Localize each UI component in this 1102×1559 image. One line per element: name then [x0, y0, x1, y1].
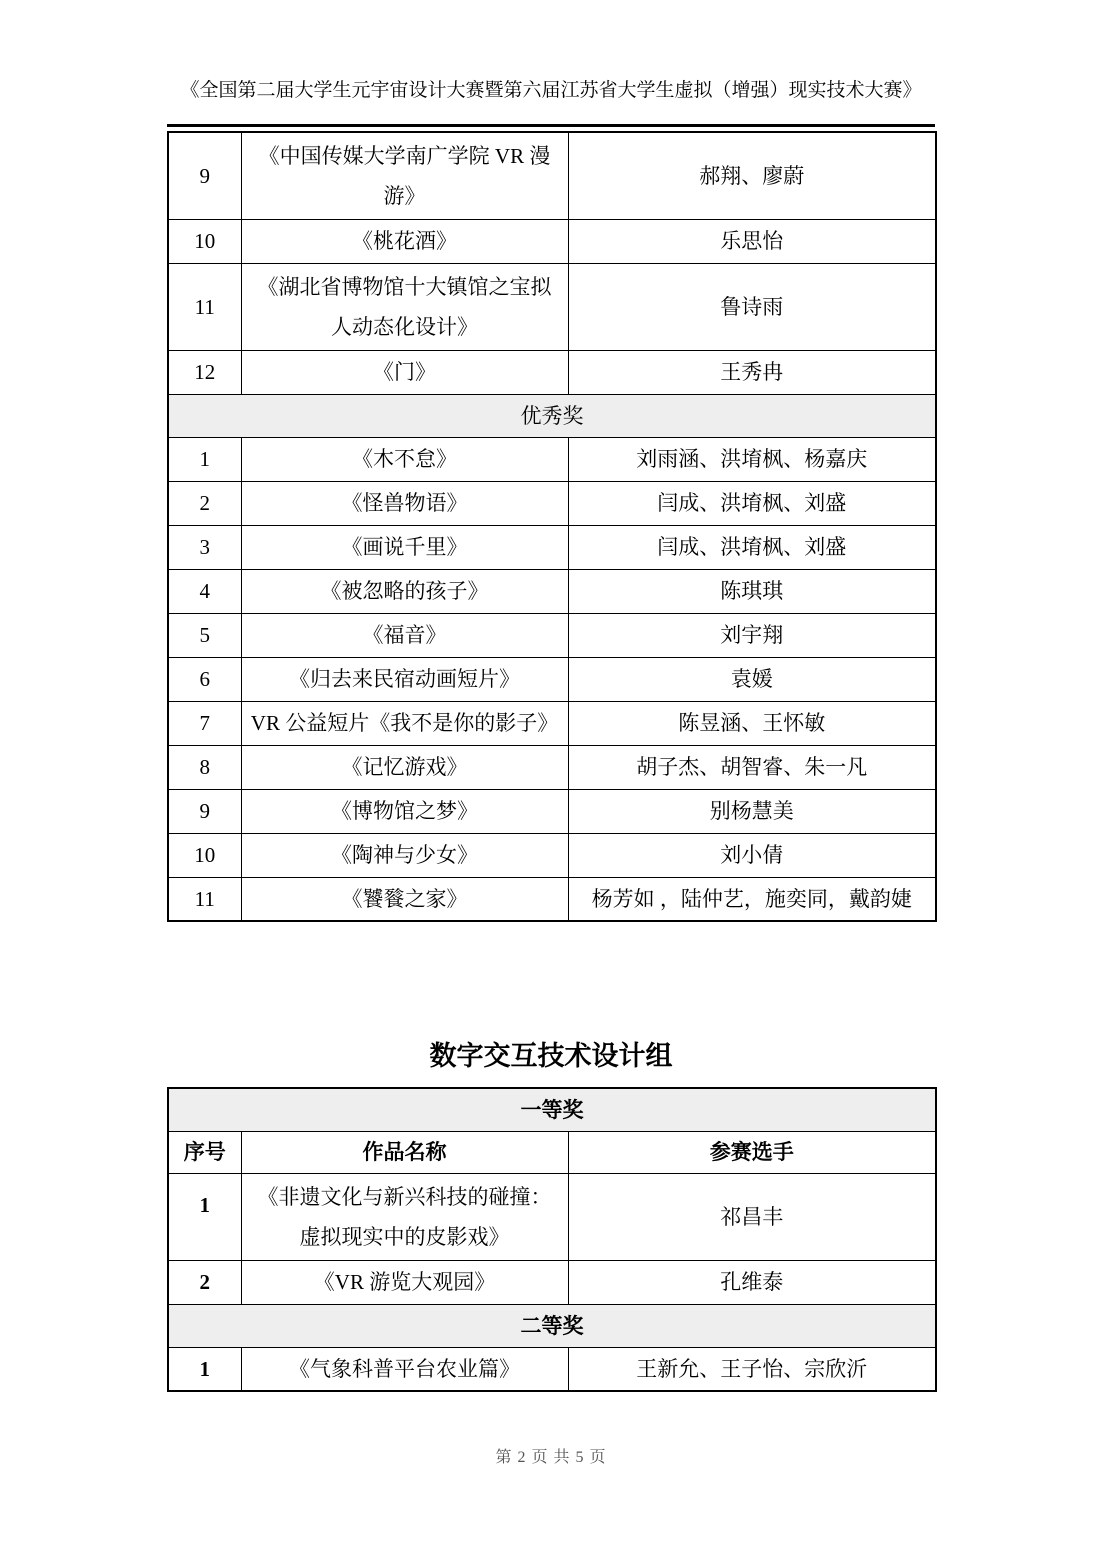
row-number-cell: 8 — [168, 745, 241, 789]
row-number-cell: 2 — [168, 481, 241, 525]
row-number-cell: 3 — [168, 525, 241, 569]
entry-row — [168, 263, 936, 350]
entry-row — [168, 437, 936, 481]
work-title-cell: 《VR 游览大观园》 — [241, 1260, 568, 1304]
column-header-row — [168, 1131, 936, 1173]
work-title-cell: 《博物馆之梦》 — [241, 789, 568, 833]
contestant-cell: 袁媛 — [568, 657, 936, 701]
award-tier-label: 二等奖 — [168, 1304, 936, 1347]
contestant-cell: 陈昱涵、王怀敏 — [568, 701, 936, 745]
work-title-cell: 《归去来民宿动画短片》 — [241, 657, 568, 701]
contestant-cell: 刘小倩 — [568, 833, 936, 877]
work-title-cell: 《记忆游戏》 — [241, 745, 568, 789]
entry-row — [168, 833, 936, 877]
contestant-cell: 陈琪琪 — [568, 569, 936, 613]
entry-row — [168, 132, 936, 219]
row-number-cell: 5 — [168, 613, 241, 657]
row-number-cell: 1 — [168, 1173, 241, 1260]
work-title-cell: 《木不怠》 — [241, 437, 568, 481]
work-title-cell: 《画说千里》 — [241, 525, 568, 569]
row-number-cell: 6 — [168, 657, 241, 701]
entry-row — [168, 219, 936, 263]
entry-row — [168, 789, 936, 833]
row-number-cell: 1 — [168, 1347, 241, 1391]
awards-table-animation-group — [167, 131, 937, 922]
award-tier-row — [168, 1088, 936, 1131]
page-header-title: 《全国第二届大学生元宇宙设计大赛暨第六届江苏省大学生虚拟（增强）现实技术大赛》 — [180, 80, 922, 101]
entry-row — [168, 613, 936, 657]
work-title-cell: 《陶神与少女》 — [241, 833, 568, 877]
row-number-cell: 1 — [168, 437, 241, 481]
work-title-cell: 《中国传媒大学南广学院 VR 漫游》 — [241, 132, 568, 219]
work-title-cell: 《饕餮之家》 — [241, 877, 568, 921]
entry-row — [168, 481, 936, 525]
contestant-cell: 杨芳如 ，陆仲艺，施奕同，戴韵婕 — [568, 877, 936, 921]
award-tier-label: 优秀奖 — [168, 394, 936, 437]
column-header-cell: 作品名称 — [241, 1131, 568, 1173]
work-title-cell: 《非遗文化与新兴科技的碰撞：虚拟现实中的皮影戏》 — [241, 1173, 568, 1260]
entry-row — [168, 1260, 936, 1304]
row-number-cell: 11 — [168, 877, 241, 921]
row-number-cell: 10 — [168, 219, 241, 263]
row-number-cell: 7 — [168, 701, 241, 745]
entry-row — [168, 877, 936, 921]
entry-row — [168, 350, 936, 394]
work-title-cell: 《气象科普平台农业篇》 — [241, 1347, 568, 1391]
work-title-cell: 《被忽略的孩子》 — [241, 569, 568, 613]
contestant-cell: 祁昌丰 — [568, 1173, 936, 1260]
work-title-cell: 《湖北省博物馆十大镇馆之宝拟人动态化设计》 — [241, 263, 568, 350]
contestant-cell: 闫成、洪堉枫、刘盛 — [568, 481, 936, 525]
row-number-cell: 12 — [168, 350, 241, 394]
awards-table-digital-interaction-group — [167, 1087, 937, 1392]
contestant-cell: 别杨慧美 — [568, 789, 936, 833]
row-number-cell: 4 — [168, 569, 241, 613]
contestant-cell: 乐思怡 — [568, 219, 936, 263]
row-number-cell: 9 — [168, 132, 241, 219]
entry-row — [168, 701, 936, 745]
contestant-cell: 刘宇翔 — [568, 613, 936, 657]
contestant-cell: 胡子杰、胡智睿、朱一凡 — [568, 745, 936, 789]
contestant-cell: 鲁诗雨 — [568, 263, 936, 350]
work-title-cell: 《桃花酒》 — [241, 219, 568, 263]
work-title-cell: 《福音》 — [241, 613, 568, 657]
column-header-cell: 序号 — [168, 1131, 241, 1173]
contestant-cell: 郝翔、廖蔚 — [568, 132, 936, 219]
contestant-cell: 王秀冉 — [568, 350, 936, 394]
row-number-cell: 9 — [168, 789, 241, 833]
entry-row — [168, 1173, 936, 1260]
entry-row — [168, 657, 936, 701]
page-number: 第 2 页 共 5 页 — [495, 1449, 607, 1466]
contestant-cell: 闫成、洪堉枫、刘盛 — [568, 525, 936, 569]
row-number-cell: 11 — [168, 263, 241, 350]
work-title-cell: VR 公益短片《我不是你的影子》 — [241, 701, 568, 745]
header-divider — [167, 124, 935, 127]
entry-row — [168, 569, 936, 613]
group-title: 数字交互技术设计组 — [429, 1041, 673, 1071]
row-number-cell: 2 — [168, 1260, 241, 1304]
entry-row — [168, 745, 936, 789]
contestant-cell: 孔维泰 — [568, 1260, 936, 1304]
contestant-cell: 王新允、王子怡、宗欣沂 — [568, 1347, 936, 1391]
entry-row — [168, 525, 936, 569]
award-tier-label: 一等奖 — [168, 1088, 936, 1131]
column-header-cell: 参赛选手 — [568, 1131, 936, 1173]
work-title-cell: 《怪兽物语》 — [241, 481, 568, 525]
work-title-cell: 《门》 — [241, 350, 568, 394]
contestant-cell: 刘雨涵、洪堉枫、杨嘉庆 — [568, 437, 936, 481]
row-number-cell: 10 — [168, 833, 241, 877]
entry-row — [168, 1347, 936, 1391]
award-tier-row — [168, 394, 936, 437]
award-tier-row — [168, 1304, 936, 1347]
